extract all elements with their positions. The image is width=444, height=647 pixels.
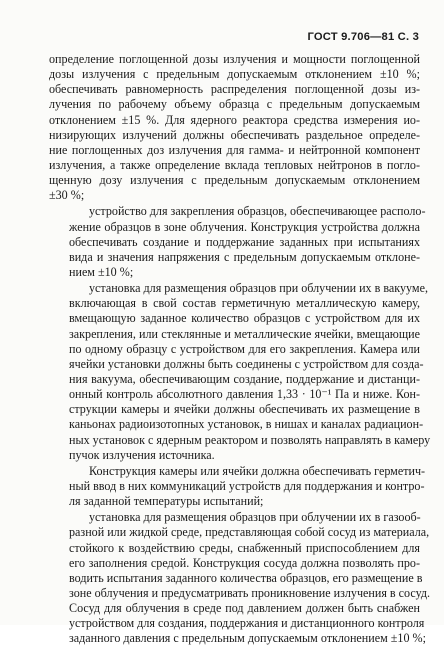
paragraph [49, 281, 431, 463]
paragraph [49, 52, 420, 203]
text-line: каньонах радиоизотопных установок, в нишах и каналах радиацион- [69, 417, 424, 432]
text-line: ля заданной температуры испытаний; [69, 494, 264, 509]
text-line: ±30 %; [49, 188, 85, 203]
text-line: разной или жидкой среде, представляющая собой сосуд из материала, [69, 525, 430, 540]
text-line: ный ввод в них коммуникаций устройств для поддержания и контро- [69, 478, 425, 493]
text-line: стойкого к воздействию среды, снабженный приспособлением для [69, 540, 420, 555]
text-line: ных установок с ядерным реактором и позволять направлять в камеру [69, 432, 431, 447]
text-line: обеспечивать создание и поддержание заданных при испытаниях [69, 234, 420, 249]
text-line: включающая в свой состав герметичную металлическую камеру, [69, 296, 420, 311]
text-line: щенную дозу излучения с предельным допускаемым отклонением [49, 173, 420, 188]
text-line: Конструкция камеры или ячейки должна обеспечивать герметич- [89, 463, 426, 478]
text-line: водить испытания заданного количества образцов, его размещение в [69, 570, 423, 585]
text-line: ние поглощенных доз излучения для гамма- и нейтронной компонент [49, 142, 420, 157]
text-line: Сосуд для облучения в среде под давлением должен быть снабжен [69, 601, 420, 616]
text-line: пучок излучения источника. [69, 447, 215, 462]
paragraph [49, 463, 426, 509]
text-line: онный контроль абсолютного давления 1,33 · 10⁻¹ Па и ниже. Кон- [69, 387, 420, 402]
text-line: его заполнения средой. Конструкция сосуда должна позволять про- [69, 555, 420, 570]
document-body [49, 52, 431, 647]
text-line: струкции камеры и ячейки должны обеспечивать их размещение в [69, 402, 420, 417]
text-line: определение поглощенной дозы излучения и мощности поглощенной [49, 52, 420, 66]
paragraph [49, 204, 426, 280]
text-line: закрепления, или стеклянные и металлические ячейки, вмещающие [69, 326, 420, 341]
text-line: заданного давления с предельным допускаемым отклонением ±10 %; [69, 631, 426, 646]
text-line: по одному образцу с устройством для его закрепления. Камера или [69, 341, 420, 356]
text-line: вмещающую заданное количество образцов с устройством для их [69, 311, 420, 326]
text-line: отклонением ±15 %. Для ядерного реактора средства измерения ио- [49, 112, 420, 127]
text-line: зоне облучения и предусматривать проникновение излучения в сосуд. [69, 585, 431, 600]
text-line: жение образцов в зоне облучения. Конструкция устройства должна [69, 219, 420, 234]
text-line: вида и значения напряжения с предельным допускаемым отклоне- [69, 249, 420, 264]
text-line: установка для размещения образцов при облучении их в газооб- [89, 510, 421, 525]
text-line: ячейки установки должны быть соединены с устройством для созда- [69, 356, 424, 371]
text-line: лучения по рабочему объему образца с предельным допускаемым [49, 97, 420, 112]
text-line: излучения, а также определение вклада тепловых нейтронов в погло- [49, 157, 420, 172]
page-header: ГОСТ 9.706—81 С. 3 [307, 31, 419, 43]
text-line: устройством для создания, поддержания и дистанционного контроля [69, 616, 425, 631]
text-line: установка для размещения образцов при облучении их в вакууме, [89, 281, 428, 296]
text-line: устройство для закрепления образцов, обеспечивающее располо- [89, 204, 426, 219]
text-line: нием ±10 %; [69, 264, 134, 279]
text-line: дозы излучения с предельным допускаемым отклонением ±10 %; [49, 67, 420, 82]
text-line: обеспечивать равномерность распределения поглощенной дозы из- [49, 82, 420, 97]
text-line: низирующих излучений должны обеспечивать раздельное определе- [49, 127, 420, 142]
paragraph [49, 510, 431, 646]
text-line: ния вакуума, обеспечивающим создание, поддержание и дистанци- [69, 371, 420, 386]
